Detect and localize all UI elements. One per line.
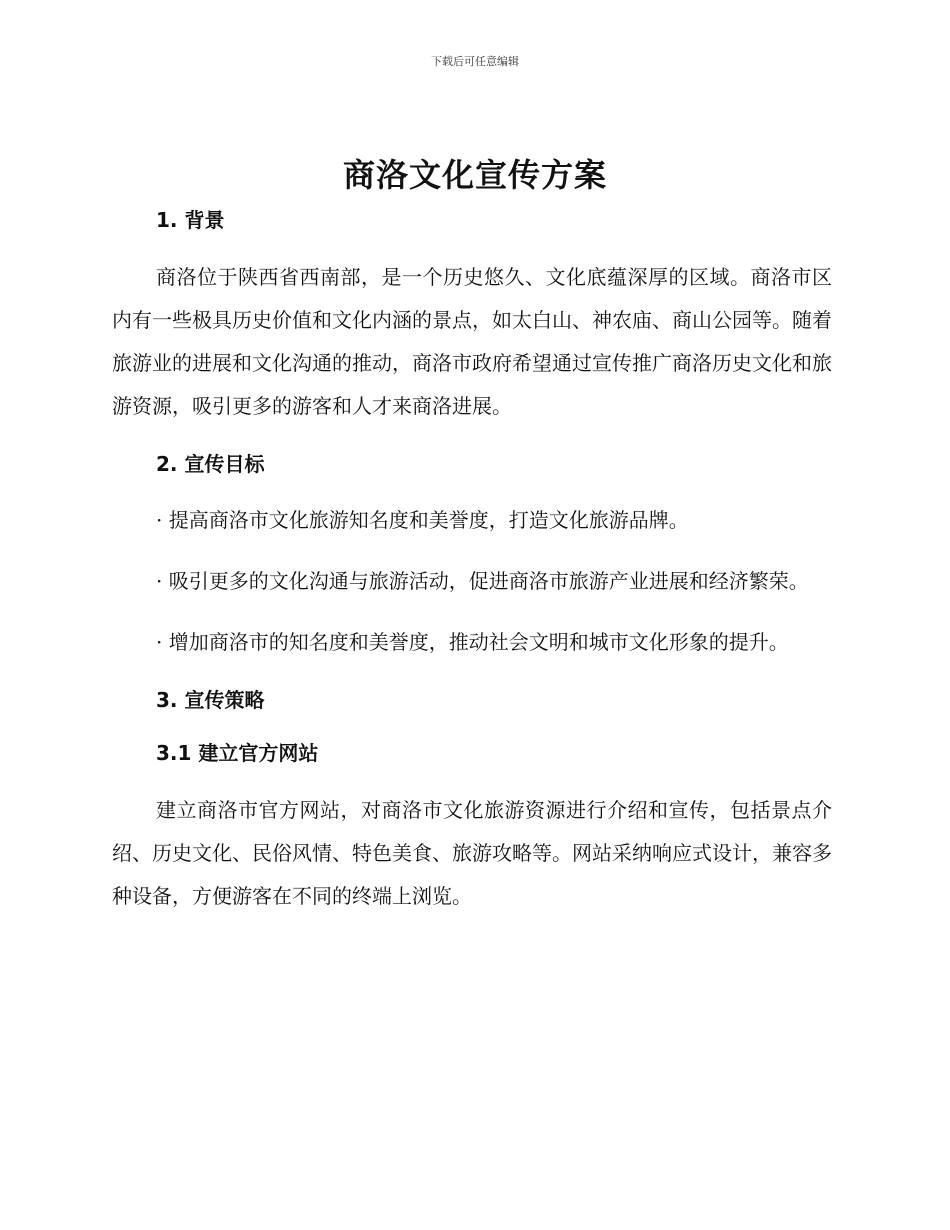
document-body [112,203,832,918]
goal-item-3: · 增加商洛市的知名度和美誉度，推动社会文明和城市文化形象的提升。 [156,630,789,654]
goal-item-1: · 提高商洛市文化旅游知名度和美誉度，打造文化旅游品牌。 [156,508,689,532]
goal-item-2: · 吸引更多的文化沟通与旅游活动，促进商洛市旅游产业进展和经济繁荣。 [156,569,809,593]
subsection-heading-website: 3.1 建立官方网站 [156,741,319,765]
section-heading-goals: 2. 宣传目标 [156,452,265,476]
document-title: 商洛文化宣传方案 [342,156,607,194]
section-heading-background: 1. 背景 [156,208,225,232]
background-paragraph: 商洛位于陕西省西南部，是一个历史悠久、文化底蕴深厚的区域。商洛市区内有一些极具历史价值和文化内涵的景点，如太白山、神农庙、商山公园等。随着旅游业的进展和文化沟通的推动，商洛市政府希望通过宣传推广商洛历史文化和旅游资源，吸引更多的游客和人才来商洛进展。 [112,265,832,418]
website-paragraph: 建立商洛市官方网站，对商洛市文化旅游资源进行介绍和宣传，包括景点介绍、历史文化、民俗风情、特色美食、旅游攻略等。网站采纳响应式设计，兼容多种设备，方便游客在不同的终端上浏览。 [112,798,832,908]
section-heading-strategy: 3. 宣传策略 [156,688,265,712]
header-note: 下载后可任意编辑 [431,55,519,68]
